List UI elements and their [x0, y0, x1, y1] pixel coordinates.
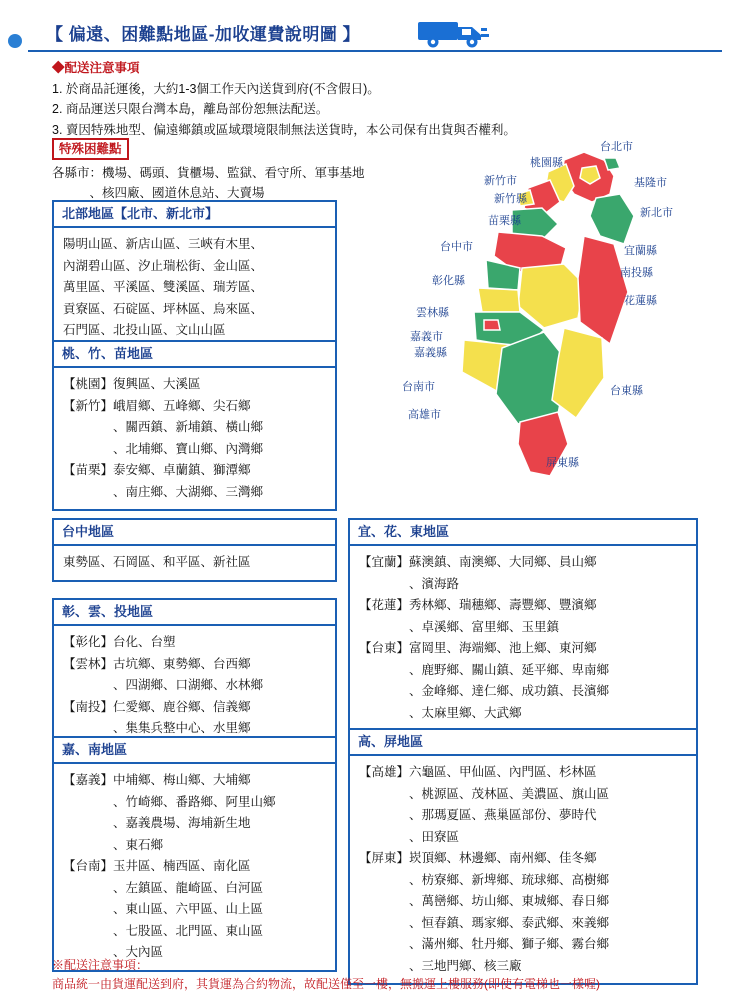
map-label: 苗栗縣	[488, 215, 521, 227]
map-label: 基隆市	[634, 177, 667, 189]
row-value: 富岡里、海端鄉、池上鄉、東河鄉	[409, 641, 597, 656]
table-row	[359, 848, 687, 870]
row-value: 、那瑪夏區、燕巢區部份、夢時代	[409, 808, 597, 823]
row-label	[359, 703, 409, 725]
row-value: 古坑鄉、東勢鄉、台西鄉	[113, 656, 251, 671]
delivery-notes-heading: ◆配送注意事項	[52, 61, 140, 75]
row-label: 【苗栗】	[63, 463, 114, 478]
row-label	[359, 617, 409, 639]
row-label	[63, 813, 113, 835]
table-row	[359, 913, 687, 935]
row-label: 【高雄】	[359, 765, 410, 780]
table-row	[63, 899, 326, 921]
row-label	[359, 827, 409, 849]
table-row	[359, 762, 687, 784]
table-row	[63, 921, 326, 943]
row-label: 【桃園】	[63, 377, 114, 392]
table-row	[63, 792, 326, 814]
table-row	[359, 638, 687, 660]
row-value: 仁愛鄉、鹿谷鄉、信義鄉	[113, 699, 251, 714]
row-label	[359, 574, 409, 596]
page-header	[0, 8, 750, 52]
row-value: 、太麻里鄉、大武鄉	[409, 705, 522, 720]
row-value: 、濱海路	[409, 576, 460, 591]
map-label: 桃園縣	[530, 157, 563, 169]
row-value: 秀林鄉、瑞穗鄉、壽豐鄉、豐濱鄉	[409, 598, 597, 613]
section-changhua-yunlin-nantou	[52, 598, 337, 748]
row-label: 【花蓮】	[359, 598, 410, 613]
row-label	[359, 805, 409, 827]
row-label: 【台南】	[63, 859, 114, 874]
section-north-title: 北部地區【北市、新北市】	[52, 200, 337, 226]
list-item: 、核四廠、國道休息站、大賣場	[52, 186, 265, 201]
section-tcm-body	[52, 366, 337, 511]
table-row	[63, 632, 326, 654]
section-taoyuan-hsinchu-miaoli	[52, 340, 337, 511]
map-label: 嘉義市	[410, 331, 443, 343]
table-row	[63, 813, 326, 835]
table-row	[359, 595, 687, 617]
row-label	[63, 675, 113, 697]
section-taichung	[52, 518, 337, 582]
row-label	[63, 899, 113, 921]
row-value: 、關西鎮、新埔鎮、橫山鄉	[113, 420, 264, 435]
section-chiayi-title: 嘉、南地區	[52, 736, 337, 762]
list-item: 貢寮區、石碇區、坪林區、烏來區、	[63, 301, 264, 316]
row-value: 、金峰鄉、達仁鄉、成功鎮、長濱鄉	[409, 684, 610, 699]
list-item: 2. 商品運送只限台灣本島，離島部份恕無法配送。	[52, 102, 329, 117]
footer-notes	[52, 956, 712, 994]
row-label	[359, 681, 409, 703]
row-value: 復興區、大溪區	[113, 377, 201, 392]
section-taichung-title: 台中地區	[52, 518, 337, 544]
row-value: 峨眉鄉、五峰鄉、尖石鄉	[113, 398, 251, 413]
map-label: 嘉義縣	[414, 347, 447, 359]
taiwan-map	[352, 132, 712, 512]
section-yihua-title: 宜、花、東地區	[348, 518, 698, 544]
table-row	[63, 396, 326, 418]
row-label: 【雲林】	[63, 656, 114, 671]
table-row	[63, 675, 326, 697]
row-value: 、嘉義農場、海埔新生地	[113, 816, 251, 831]
map-label: 台南市	[402, 381, 435, 393]
section-north-body	[52, 226, 337, 350]
row-label: 【南投】	[63, 699, 114, 714]
map-label: 新北市	[640, 207, 673, 219]
section-chiayi-body	[52, 762, 337, 972]
row-value: 崁頂鄉、林邊鄉、南州鄉、佳冬鄉	[409, 851, 597, 866]
decorative-dot-icon	[8, 34, 22, 48]
map-label: 宜蘭縣	[624, 245, 657, 257]
table-row	[359, 870, 687, 892]
row-label: 【新竹】	[63, 398, 114, 413]
row-label	[63, 878, 113, 900]
row-label: 【彰化】	[63, 635, 114, 650]
table-row	[63, 878, 326, 900]
row-label: 【台東】	[359, 641, 410, 656]
row-value: 、集集兵整中心、水里鄉	[113, 721, 251, 736]
map-label: 屏東縣	[546, 457, 579, 469]
map-label: 新竹市	[484, 175, 517, 187]
row-value: 、田寮區	[409, 829, 460, 844]
map-label: 台東縣	[610, 385, 643, 397]
row-value: 、竹崎鄉、番路鄉、阿里山鄉	[113, 794, 276, 809]
row-label: 【嘉義】	[63, 773, 114, 788]
table-row	[359, 681, 687, 703]
list-item: 3. 賣因特殊地型、偏遠鄉鎮或區域環境限制無法送貨時，本公司保有出貨與否權利。	[52, 122, 516, 137]
delivery-notes	[52, 58, 516, 141]
table-row	[63, 770, 326, 792]
section-kaohsiung-pingtung	[348, 728, 698, 985]
table-row	[359, 660, 687, 682]
row-label	[359, 784, 409, 806]
header-divider	[28, 50, 722, 52]
section-yihua-body	[348, 544, 698, 732]
row-label	[63, 921, 113, 943]
list-item: 萬里區、平溪區、雙溪區、瑞芳區、	[63, 280, 264, 295]
row-value: 、卓溪鄉、富里鄉、玉里鎮	[409, 619, 560, 634]
section-tcm-title: 桃、竹、苗地區	[52, 340, 337, 366]
row-value: 、大內區	[113, 945, 164, 960]
row-label	[63, 482, 113, 504]
row-label	[359, 660, 409, 682]
section-changhua-title: 彰、雲、投地區	[52, 598, 337, 624]
table-row	[63, 654, 326, 676]
section-kaoping-body	[348, 754, 698, 985]
map-label: 雲林縣	[416, 307, 449, 319]
map-label: 新竹縣	[494, 193, 527, 205]
map-label: 台中市	[440, 241, 473, 253]
table-row	[359, 703, 687, 725]
table-row	[63, 460, 326, 482]
row-label: 【屏東】	[359, 851, 410, 866]
section-changhua-body	[52, 624, 337, 748]
map-label: 南投縣	[620, 267, 653, 279]
list-item: 石門區、北投山區、文山山區	[63, 323, 226, 338]
table-row	[359, 891, 687, 913]
row-label	[359, 934, 409, 956]
section-kaoping-title: 高、屏地區	[348, 728, 698, 754]
table-row	[359, 827, 687, 849]
table-row	[63, 374, 326, 396]
table-row	[63, 835, 326, 857]
footer-line-2: 商品統一由貨運配送到府，其貨運為合約物流，故配送僅至一樓，無搬運上樓服務(即使有電梯也一樣喔)	[52, 976, 600, 991]
row-value: 中埔鄉、梅山鄉、大埔鄉	[113, 773, 251, 788]
section-taichung-body	[52, 544, 337, 582]
map-label: 彰化縣	[432, 275, 465, 287]
row-value: 、萬巒鄉、坊山鄉、東城鄉、春日鄉	[409, 894, 610, 909]
table-row	[63, 697, 326, 719]
section-chiayi-tainan	[52, 736, 337, 972]
row-value: 、南庄鄉、大湖鄉、三灣鄉	[113, 484, 264, 499]
row-value: 六龜區、甲仙區、內門區、杉林區	[409, 765, 597, 780]
map-label: 高雄市	[408, 409, 441, 421]
row-label	[359, 870, 409, 892]
row-label	[63, 439, 113, 461]
section-north	[52, 200, 337, 350]
row-label	[63, 835, 113, 857]
list-item: 陽明山區、新店山區、三峽有木里、	[63, 237, 264, 252]
table-row	[359, 552, 687, 574]
row-value: 、枋寮鄉、新埤鄉、琉球鄉、高樹鄉	[409, 872, 610, 887]
map-label: 台北市	[600, 141, 633, 153]
row-value: 、桃源區、茂林區、美濃區、旗山區	[409, 786, 610, 801]
row-value: 、四湖鄉、口湖鄉、水林鄉	[113, 678, 264, 693]
row-value: 玉井區、楠西區、南化區	[113, 859, 251, 874]
row-label	[63, 417, 113, 439]
table-row	[63, 417, 326, 439]
row-value: 蘇澳鎮、南澳鄉、大同鄉、員山鄉	[409, 555, 597, 570]
list-item: 1. 於商品託運後，大約1-3個工作天內送貨到府(不含假日)。	[52, 81, 380, 96]
special-difficult-badge: 特殊困難點	[52, 138, 129, 160]
row-value: 、滿州鄉、牡丹鄉、獅子鄉、霧台鄉	[409, 937, 610, 952]
row-label	[359, 891, 409, 913]
row-value: 、北埔鄉、寶山鄉、內灣鄉	[113, 441, 264, 456]
row-label	[359, 913, 409, 935]
row-value: 泰安鄉、卓蘭鎮、獅潭鄉	[113, 463, 251, 478]
table-row	[359, 934, 687, 956]
row-label	[63, 792, 113, 814]
table-row	[359, 784, 687, 806]
list-item: 內湖碧山區、汐止瑞松街、金山區、	[63, 258, 264, 273]
footer-line-1: ※配送注意事項：	[52, 957, 149, 972]
row-value: 、恒春鎮、瑪家鄉、泰武鄉、來義鄉	[409, 915, 610, 930]
section-yilan-hualien-taitung	[348, 518, 698, 732]
row-value: 、左鎮區、龍崎區、白河區	[113, 880, 264, 895]
table-row	[359, 617, 687, 639]
row-value: 、東石鄉	[113, 837, 164, 852]
table-row	[359, 574, 687, 596]
page-title: 【 偏遠、困難點地區-加收運費說明圖 】	[46, 25, 361, 44]
table-row	[359, 805, 687, 827]
row-value: 、七股區、北門區、東山區	[113, 923, 264, 938]
table-row	[63, 856, 326, 878]
row-value: 、東山區、六甲區、山上區	[113, 902, 264, 917]
list-item: 各縣市：機場、碼頭、貨櫃場、監獄、看守所、軍事基地	[52, 166, 365, 181]
table-row	[63, 439, 326, 461]
row-value: 、三地門鄉、核三廠	[409, 958, 522, 973]
row-value: 台化、台塑	[113, 635, 176, 650]
table-row	[63, 482, 326, 504]
row-value: 、鹿野鄉、關山鎮、延平鄉、卑南鄉	[409, 662, 610, 677]
list-item: 東勢區、石岡區、和平區、新社區	[63, 555, 251, 570]
map-label: 花蓮縣	[624, 295, 657, 307]
row-label: 【宜蘭】	[359, 555, 410, 570]
